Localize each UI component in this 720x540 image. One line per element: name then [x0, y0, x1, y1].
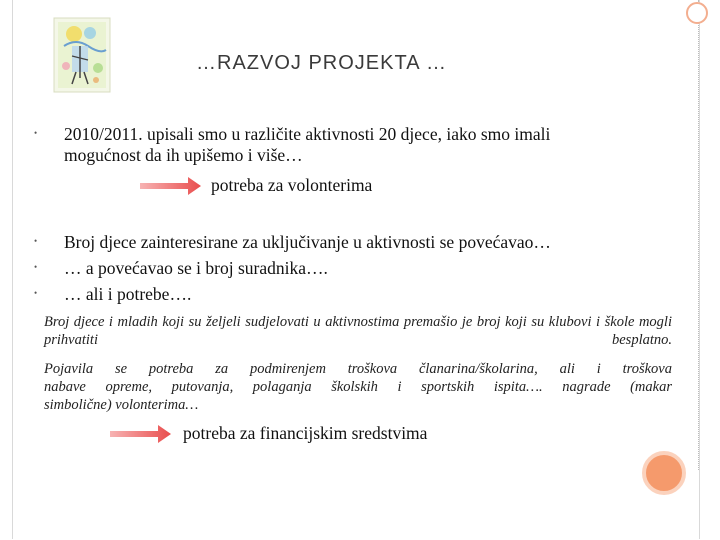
decorative-ring-top: [686, 2, 708, 24]
bullet-2: Broj djece zainteresirane za uključivanje u aktivnosti se povećavao…: [64, 232, 551, 252]
bullet-1-line-1: 2010/2011. upisali smo u različite aktivnosti 20 djece, iako smo imali: [64, 124, 551, 144]
bullet-1-line-2: mogućnost da ih upišemo i više…: [64, 145, 303, 165]
bullet-marker: •: [34, 128, 38, 138]
bullet-4: … ali i potrebe….: [64, 284, 192, 304]
slide-title: …RAZVOJ PROJEKTA …: [196, 52, 447, 74]
bullet-marker: •: [34, 288, 38, 298]
bullet-3: … a povećavao se i broj suradnika….: [64, 258, 328, 278]
paragraph-children-demand: Broj djece i mladih koji su željeli sudjelovati u aktivnostima premašio je broj koji su klubovi i škole mogli prihvatiti besplatno.: [44, 314, 672, 348]
bullet-marker: •: [34, 236, 38, 246]
paragraph-costs-line-2: nabave opreme, putovanja, polaganja školskih i sportskih ispita…. nagrade (makar: [44, 379, 672, 395]
paragraph-costs-line-1: Pojavila se potreba za podmirenjem troškova članarina/školarina, ali i troškova: [44, 361, 672, 377]
conclusion-volunteers: potreba za volonterima: [211, 175, 373, 195]
decorative-circle-bottom: [642, 451, 686, 495]
right-arrow-icon: [110, 423, 172, 445]
right-arrow-icon: [140, 175, 202, 197]
child-drawing-logo: [52, 16, 112, 94]
bullet-marker: •: [34, 262, 38, 272]
paragraph-costs-line-3: simbolične) volonterima…: [44, 397, 199, 413]
conclusion-funding: potreba za financijskim sredstvima: [183, 423, 428, 443]
decorative-dotted-line: [697, 0, 699, 470]
